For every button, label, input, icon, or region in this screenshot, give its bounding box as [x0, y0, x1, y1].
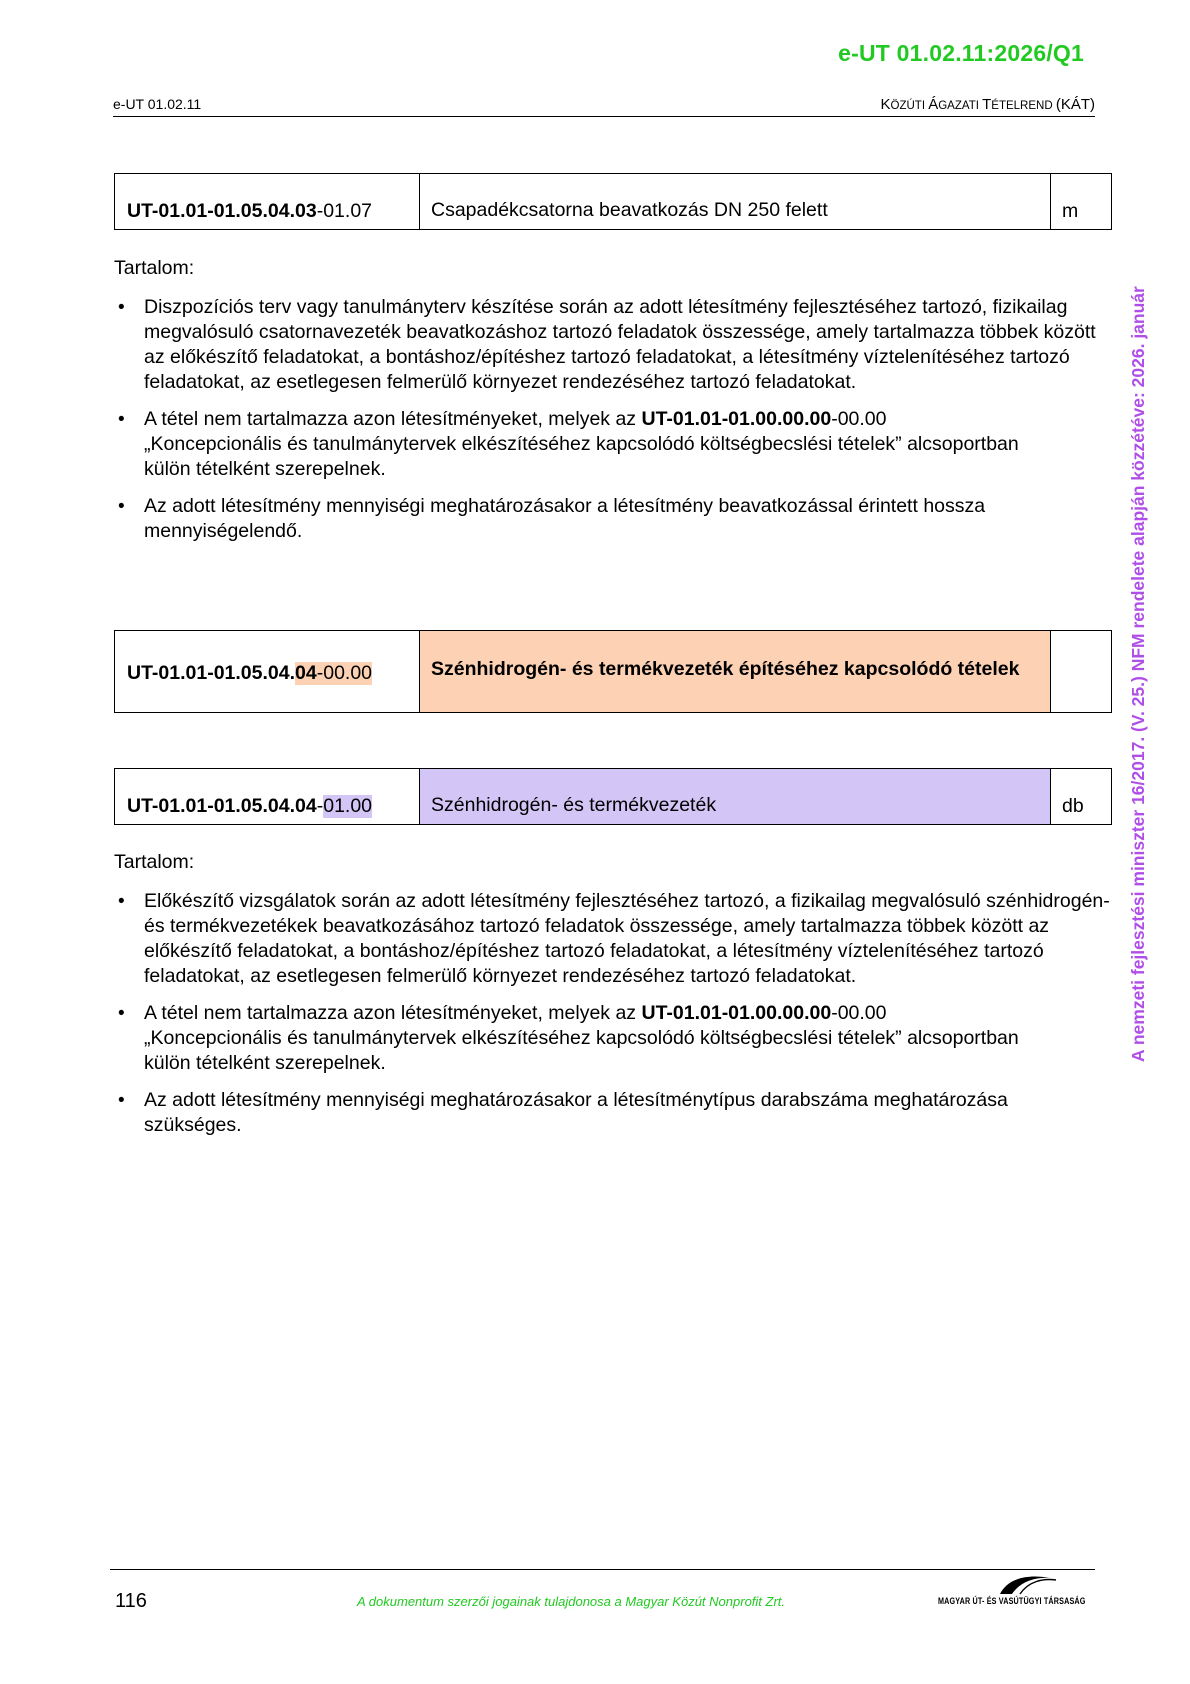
content-bullet [114, 1001, 1024, 1076]
bullet-text: Az adott létesítmény mennyiségi meghatározásakor a létesítménytípus darabszáma meghatározása szükséges. [144, 1089, 1008, 1136]
item-code-bold: UT-01.01-01.05.04. [127, 662, 296, 684]
item-code [115, 631, 420, 712]
reference-code-rest: -00.00 [831, 408, 887, 430]
logo-text: MAGYAR ÚT- ÉS VASÚTÜGYI TÁRSASÁG [938, 1596, 1086, 1606]
content-bullet [114, 494, 1074, 544]
item-code-rest-highlight: 01.00 [323, 795, 373, 817]
item-code-rest: -01.07 [316, 200, 373, 222]
header-title [881, 96, 1096, 113]
header-title-part: T [982, 96, 992, 113]
item-table-szenhidrogen-group [114, 630, 1112, 713]
bullet-text: A tétel nem tartalmazza azon létesítményeket, melyek az [144, 1002, 642, 1024]
bullet-icon: • [118, 496, 125, 517]
item-code-bold: UT-01.01-01.05.04.04 [127, 795, 317, 817]
header-title-part: ÖZÚTI [890, 100, 929, 112]
header-doc-id: e-UT 01.02.11 [113, 96, 202, 112]
bullet-text: Diszpozíciós terv vagy tanulmányterv készítése során az adott létesítmény fejlesztéséhez tartozó, fizikailag megvalósuló csatornavezeték beavatkozáshoz tartozó feladatok összessége, amely tartalmazza többek között az előkészítő feladatokat, a bontáshoz/építéshez tartozó feladatokat, a létesítmény víztelenítéséhez tartozó feladatokat, az esetlegesen felmerülő környezet rendezéséhez tartozó feladatokat. [144, 296, 1096, 393]
bullet-text: „Koncepcionális és tanulmánytervek elkészítéséhez kapcsolódó költségbecslési tételek” alcsoportban külön tételként szerepelnek. [144, 1027, 1019, 1074]
bullet-text: Előkészítő vizsgálatok során az adott létesítmény fejlesztéséhez tartozó, a fizikailag megvalósuló szénhidrogén- és termékvezetékek beavatkozásához tartozó feladatok összessége, amely tartalmazza többek között az előkészítő feladatokat, a bontáshoz/építéshez tartozó feladatokat, a létesítmény víztelenítéséhez tartozó feladatokat, az esetlegesen felmerülő környezet rendezéséhez tartozó feladatokat. [144, 890, 1110, 987]
item-code-dash: - [316, 795, 324, 817]
item-name: Szénhidrogén- és termékvezeték építéséhez kapcsolódó tételek [420, 631, 1051, 712]
bullet-icon: • [118, 1090, 125, 1111]
header-title-part: (KÁT) [1055, 96, 1095, 113]
content-bullet-list [114, 889, 1110, 1150]
content-label: Tartalom: [114, 851, 195, 873]
content-bullet [114, 407, 1024, 482]
content-bullet [114, 889, 1119, 989]
header-title-part: Á [928, 96, 939, 113]
bullet-icon: • [118, 409, 125, 430]
footer-divider [110, 1569, 1095, 1570]
reference-code-bold: UT-01.01-01.00.00.00 [641, 408, 832, 430]
reference-code-bold: UT-01.01-01.00.00.00 [641, 1002, 832, 1024]
item-code [115, 174, 420, 229]
header-title-part: GAZATI [938, 100, 983, 112]
item-table-szenhidrogen [114, 768, 1112, 825]
item-code [115, 769, 420, 824]
item-name: Szénhidrogén- és termékvezeték [420, 769, 1051, 824]
bullet-icon: • [118, 891, 125, 912]
item-code-rest-highlight: -00.00 [316, 662, 373, 684]
bullet-text: „Koncepcionális és tanulmánytervek elkészítéséhez kapcsolódó költségbecslési tételek” alcsoportban külön tételként szerepelnek. [144, 433, 1019, 480]
bullet-text: A tétel nem tartalmazza azon létesítményeket, melyek az [144, 408, 642, 430]
item-name: Csapadékcsatorna beavatkozás DN 250 felett [420, 174, 1051, 229]
logo-swoosh-icon [998, 1574, 1058, 1596]
item-unit: m [1062, 200, 1079, 222]
society-logo [938, 1574, 1098, 1610]
reference-code-rest: -00.00 [831, 1002, 887, 1024]
content-bullet [114, 295, 1104, 395]
item-code-bold: UT-01.01-01.05.04.03 [127, 200, 317, 222]
item-unit: db [1062, 795, 1084, 817]
copyright-notice: A dokumentum szerzői jogainak tulajdonosa a Magyar Közút Nonprofit Zrt. [357, 1594, 786, 1609]
document-code: e-UT 01.02.11:2026/Q1 [838, 40, 1084, 66]
page-header [113, 94, 1095, 117]
bullet-icon: • [118, 1003, 125, 1024]
header-title-part: ÉTELREND [991, 100, 1056, 112]
header-title-part: K [880, 96, 891, 113]
bullet-icon: • [118, 297, 125, 318]
item-code-highlight: 04 [295, 662, 317, 684]
content-bullet [114, 1088, 1024, 1138]
item-table-csapadekcsatorna [114, 173, 1112, 230]
page-number: 116 [115, 1590, 147, 1612]
publication-notice-vertical: A nemzeti fejlesztési miniszter 16/2017. (V. 25.) NFM rendelete alapján közzétéve: 2026. január [1128, 286, 1148, 1062]
content-label: Tartalom: [114, 257, 195, 279]
bullet-text: Az adott létesítmény mennyiségi meghatározásakor a létesítmény beavatkozással érintett hossza mennyiségelendő. [144, 495, 986, 542]
content-bullet-list [114, 295, 1104, 556]
item-unit [1051, 631, 1111, 712]
